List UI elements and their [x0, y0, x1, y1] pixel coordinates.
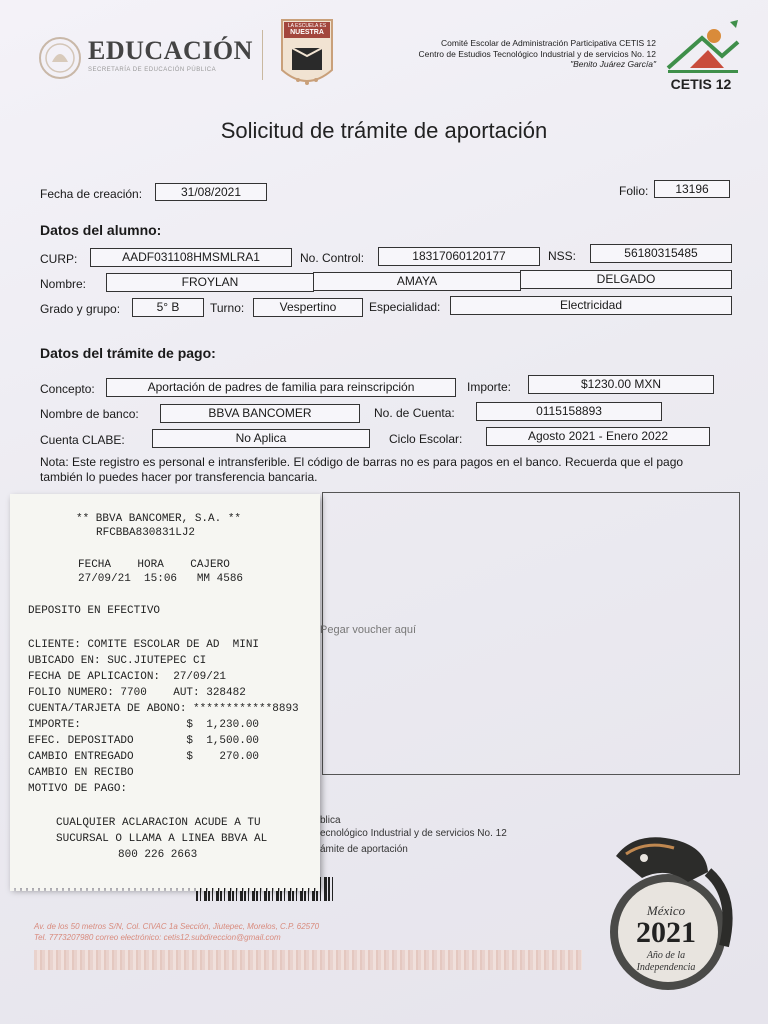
receipt-cambio: CAMBIO ENTREGADO $ 270.00 [28, 751, 260, 763]
receipt-fecha-aplic: FECHA DE APLICACION: 27/09/21 [28, 671, 227, 683]
nss-label: NSS: [548, 249, 577, 263]
grado-grupo-field: 5° B [132, 298, 204, 317]
receipt-ubicado: UBICADO EN: SUC.JIUTEPEC CI [28, 655, 207, 667]
nuestra-line1: LA ESCUELA ES [287, 23, 327, 29]
ciclo-escolar-field: Agosto 2021 - Enero 2022 [486, 427, 710, 446]
footer-partial-3: ámite de aportación [320, 844, 408, 855]
comite-line3: "Benito Juárez García" [570, 59, 656, 69]
cetis-label: CETIS 12 [670, 76, 732, 92]
fecha-creacion-label: Fecha de creación: [40, 187, 143, 201]
school-name-block [350, 38, 656, 70]
no-cuenta-label: No. de Cuenta: [374, 406, 455, 420]
receipt-folio: FOLIO NUMERO: 7700 AUT: 328482 [28, 687, 246, 699]
mexico-coat-of-arms-icon [38, 36, 82, 80]
especialidad-label: Especialidad: [369, 300, 441, 314]
nombre-field: FROYLAN [106, 273, 314, 292]
la-escuela-es-nuestra-logo [278, 18, 336, 94]
curp-field: AADF031108HMSMLRA1 [90, 248, 292, 267]
turno-label: Turno: [210, 301, 245, 315]
nuestra-line2: NUESTRA [290, 29, 324, 36]
receipt-tipo: DEPOSITO EN EFECTIVO [28, 605, 161, 617]
apellido-paterno-field: AMAYA [313, 272, 521, 291]
nss-field: 56180315485 [590, 244, 732, 263]
receipt-cambio-recibo: CAMBIO EN RECIBO [28, 767, 134, 779]
bank-deposit-receipt [10, 494, 320, 888]
importe-field: $1230.00 MXN [528, 375, 714, 394]
footer-address: Av. de los 50 metros S/N, Col. CIVAC 1a Sección, Jiutepec, Morelos, C.P. 62570 [34, 922, 320, 931]
especialidad-field: Electricidad [450, 296, 732, 315]
receipt-rfc: RFCBBA830831LJ2 [96, 527, 196, 539]
receipt-head-vals: 27/09/21 15:06 MM 4586 [78, 573, 244, 585]
folio-field: 13196 [654, 180, 730, 198]
receipt-aviso3: 800 226 2663 [118, 849, 198, 861]
footer-decorative-band [34, 950, 582, 970]
receipt-head-cols: FECHA HORA CAJERO [78, 559, 230, 571]
datos-pago-heading: Datos del trámite de pago: [40, 345, 216, 361]
receipt-importe: IMPORTE: $ 1,230.00 [28, 719, 260, 731]
fecha-creacion-field: 31/08/2021 [155, 183, 267, 201]
mexico-2021-seal [596, 826, 746, 996]
concepto-field: Aportación de padres de familia para reinscripción [106, 378, 456, 397]
banco-label: Nombre de banco: [40, 407, 139, 421]
datos-alumno-heading: Datos del alumno: [40, 222, 162, 238]
nombre-label: Nombre: [40, 277, 87, 291]
seal-line2: 2021 [636, 916, 696, 949]
comite-line2: Centro de Estudios Tecnológico Industrial y de servicios No. 12 [418, 48, 656, 59]
grado-grupo-label: Grado y grupo: [40, 302, 121, 316]
receipt-bank: ** BBVA BANCOMER, S.A. ** [76, 513, 242, 525]
receipt-cliente: CLIENTE: COMITE ESCOLAR DE AD MINI [28, 639, 260, 651]
concepto-label: Concepto: [40, 382, 95, 396]
receipt-motivo: MOTIVO DE PAGO: [28, 783, 128, 795]
no-control-label: No. Control: [300, 251, 365, 265]
educacion-logo-text: EDUCACIÓN [88, 36, 253, 65]
turno-field: Vespertino [253, 298, 363, 317]
banco-field: BBVA BANCOMER [160, 404, 360, 423]
nota-text: Nota: Este registro es personal e intransferible. El código de barras no es para pagos en el banco. Recuerda que el pago también lo puedes hacer por transferencia bancaria. [40, 455, 684, 484]
footer-contact: Tel. 7773207980 correo electrónico: cetis12.subdireccion@gmail.com [34, 933, 281, 942]
no-control-field: 18317060120177 [378, 247, 540, 266]
ciclo-escolar-label: Ciclo Escolar: [389, 432, 463, 446]
curp-label: CURP: [40, 252, 78, 266]
page-title: Solicitud de trámite de aportación [220, 118, 548, 143]
seal-line1: México [646, 903, 686, 918]
footer-partial-1: blica [320, 815, 341, 826]
receipt-efec: EFEC. DEPOSITADO $ 1,500.00 [28, 735, 260, 747]
apellido-materno-field: DELGADO [520, 270, 732, 289]
header-divider [262, 30, 263, 80]
seal-line4: Independencia [636, 962, 696, 973]
folio-label: Folio: [619, 184, 649, 198]
footer-partial-2: ecnológico Industrial y de servicios No. 12 [320, 828, 507, 839]
receipt-aviso1: CUALQUIER ACLARACION ACUDE A TU [56, 817, 261, 829]
seal-line3: Año de la [646, 950, 686, 961]
comite-line1: Comité Escolar de Administración Participativa CETIS 12 [441, 38, 656, 48]
clabe-field: No Aplica [152, 429, 370, 448]
receipt-cuenta: CUENTA/TARJETA DE ABONO: ************8893 [28, 703, 299, 715]
sep-subtitle: SECRETARÍA DE EDUCACIÓN PÚBLICA [88, 67, 217, 73]
clabe-label: Cuenta CLABE: [40, 433, 125, 447]
importe-label: Importe: [467, 380, 512, 394]
no-cuenta-field: 0115158893 [476, 402, 662, 421]
receipt-torn-edge [10, 887, 320, 891]
receipt-aviso2: SUCURSAL O LLAMA A LINEA BBVA AL [56, 833, 268, 845]
voucher-hint: Pegar voucher aquí [320, 624, 417, 636]
